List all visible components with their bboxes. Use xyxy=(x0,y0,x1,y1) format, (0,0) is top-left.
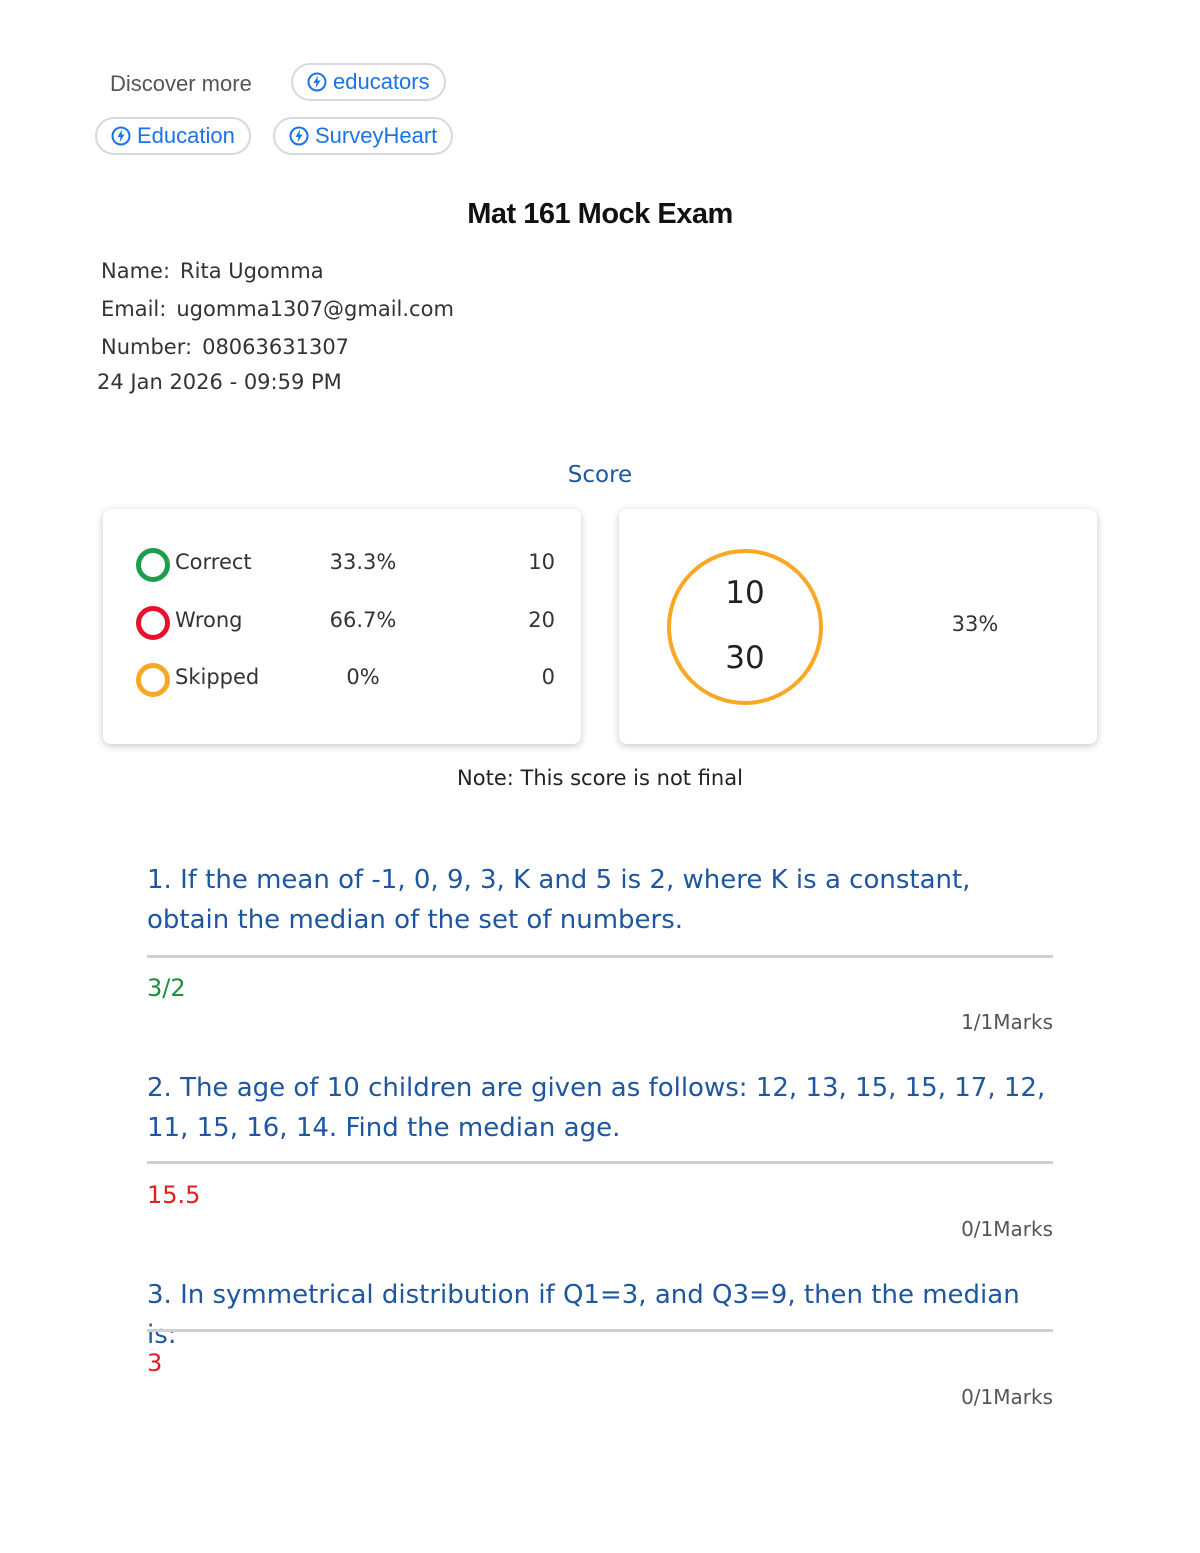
stat-label: Skipped xyxy=(175,665,260,689)
number-value: 08063631307 xyxy=(202,335,350,359)
sparkle-search-icon xyxy=(289,126,309,146)
email-label: Email: xyxy=(101,297,167,321)
score-heading: Score xyxy=(567,462,633,488)
chip-surveyheart[interactable] xyxy=(273,117,453,155)
stat-label: Correct xyxy=(175,550,252,574)
sparkle-search-icon xyxy=(111,126,131,146)
stat-row-correct xyxy=(103,545,581,581)
wrong-ring-icon xyxy=(136,606,170,640)
divider xyxy=(147,1161,1053,1164)
answer-text: 3 xyxy=(147,1349,163,1377)
answer-text: 15.5 xyxy=(147,1181,201,1209)
correct-ring-icon xyxy=(136,548,170,582)
stat-count: 20 xyxy=(528,608,555,632)
respondent-name xyxy=(101,259,324,283)
score-ring xyxy=(667,549,823,705)
question-marks: 0/1Marks xyxy=(961,1217,1053,1241)
page-title: Mat 161 Mock Exam xyxy=(467,198,733,230)
stat-row-wrong xyxy=(103,603,581,639)
question-marks: 1/1Marks xyxy=(961,1010,1053,1034)
score-percent: 33% xyxy=(951,612,999,636)
chip-label: SurveyHeart xyxy=(315,123,438,148)
stat-count: 10 xyxy=(528,550,555,574)
chip-label: Education xyxy=(137,123,235,148)
stat-row-skipped xyxy=(103,660,581,696)
sparkle-search-icon xyxy=(307,72,327,92)
email-value: ugomma1307@gmail.com xyxy=(176,297,454,321)
question-text: 1. If the mean of -1, 0, 9, 3, K and 5 is 2, where K is a constant, obtain the median of the set of numbers. xyxy=(147,865,971,935)
name-label: Name: xyxy=(101,259,171,283)
answer-text: 3/2 xyxy=(147,974,186,1002)
question-text: 2. The age of 10 children are given as follows: 12, 13, 15, 15, 17, 12, 11, 15, 16, 14. Find the median age. xyxy=(147,1073,1046,1143)
chip-education[interactable] xyxy=(95,117,251,155)
score-note: Note: This score is not final xyxy=(457,766,743,790)
name-value: Rita Ugomma xyxy=(180,259,324,283)
chip-educators[interactable] xyxy=(291,63,446,101)
stat-percent: 33.3% xyxy=(329,550,397,574)
question-marks: 0/1Marks xyxy=(961,1385,1053,1409)
score-obtained: 10 xyxy=(725,575,765,611)
number-label: Number: xyxy=(101,335,193,359)
discover-more-label: Discover more xyxy=(110,71,252,96)
stat-percent: 0% xyxy=(346,665,380,689)
stat-percent: 66.7% xyxy=(329,608,397,632)
submission-datetime: 24 Jan 2026 - 09:59 PM xyxy=(97,370,342,394)
divider xyxy=(147,1329,1053,1332)
respondent-email xyxy=(101,297,454,321)
stat-count: 0 xyxy=(541,665,555,689)
chip-label: educators xyxy=(333,69,430,94)
stat-label: Wrong xyxy=(175,608,243,632)
divider xyxy=(147,955,1053,958)
question-text: 3. In symmetrical distribution if Q1=3, and Q3=9, then the median is: xyxy=(147,1280,1020,1350)
score-total: 30 xyxy=(725,640,765,676)
respondent-number xyxy=(101,335,349,359)
skipped-ring-icon xyxy=(136,663,170,697)
